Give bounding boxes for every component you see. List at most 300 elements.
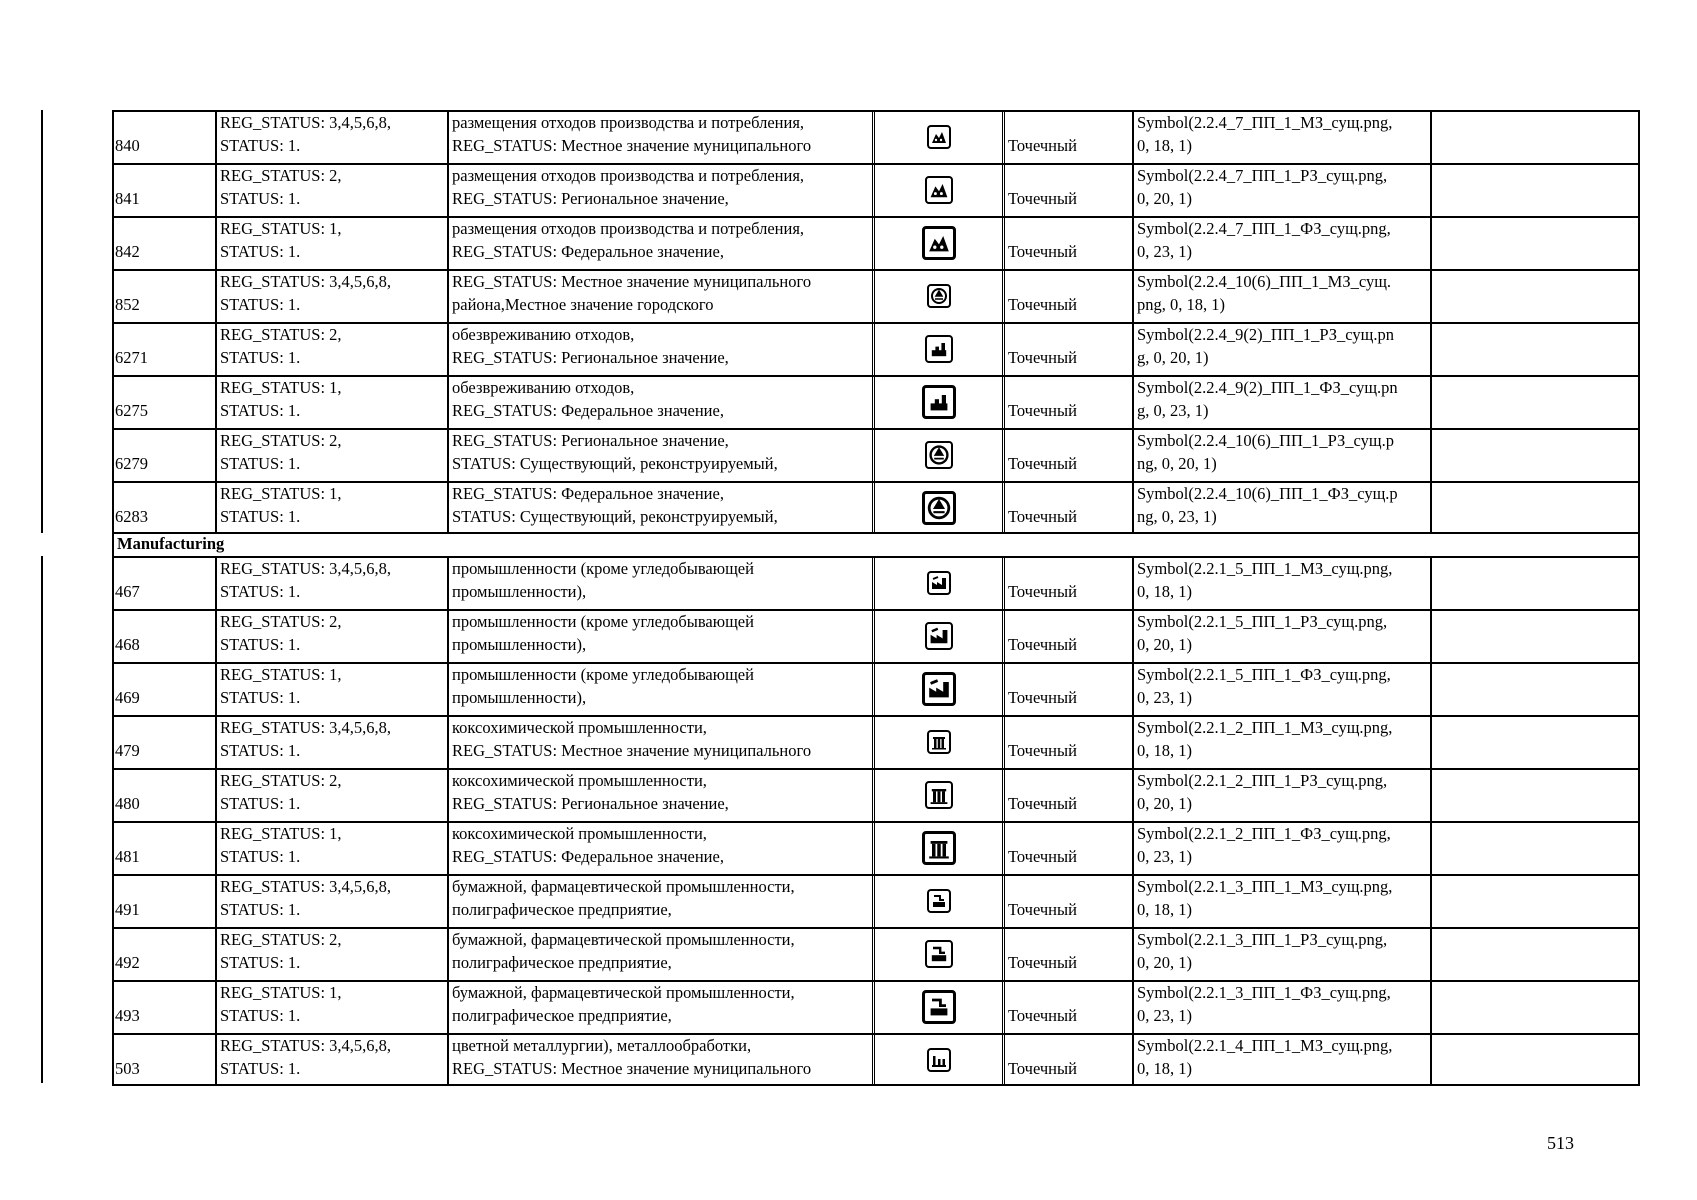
waste-disposal-icon (927, 125, 951, 149)
geometry-type-cell (1002, 481, 1132, 534)
description-line-2: REG_STATUS: Федеральное значение, (452, 242, 724, 261)
symbol-definition-line-1: Symbol(2.2.4_7_ПП_1_МЗ_сущ.png, (1137, 113, 1393, 132)
geometry-type: Точечный (1008, 348, 1077, 367)
reg-status-line-2: STATUS: 1. (220, 741, 301, 760)
description-line-1: бумажной, фармацевтической промышленности, (452, 877, 795, 896)
record-id: 6275 (115, 401, 148, 420)
geometry-type: Точечный (1008, 401, 1077, 420)
symbol-definition-line-2: 0, 18, 1) (1137, 1059, 1192, 1078)
waste-neutralization-icon (922, 385, 956, 419)
reg-status-line-2: STATUS: 1. (220, 401, 301, 420)
symbol-definition-line-1: Symbol(2.2.1_4_ПП_1_МЗ_сущ.png, (1137, 1036, 1393, 1055)
description-cell (447, 715, 872, 768)
symbol-definition-cell (1132, 1033, 1430, 1086)
description-cell (447, 609, 872, 662)
table-row (112, 216, 1640, 269)
symbol-definition-line-2: g, 0, 20, 1) (1137, 348, 1209, 367)
geometry-type-cell (1002, 269, 1132, 322)
reg-status-line-1: REG_STATUS: 1, (220, 219, 342, 238)
reg-status-line-2: STATUS: 1. (220, 507, 301, 526)
record-id: 468 (115, 635, 140, 654)
description-cell (447, 662, 872, 715)
reg-status-cell (215, 375, 447, 428)
description-line-2: REG_STATUS: Федеральное значение, (452, 847, 724, 866)
record-id-cell (112, 163, 215, 216)
reg-status-line-1: REG_STATUS: 1, (220, 665, 342, 684)
waste-disposal-icon (922, 226, 956, 260)
geometry-type-cell (1002, 715, 1132, 768)
description-cell (447, 768, 872, 821)
symbol-preview-cell (872, 821, 1002, 874)
reg-status-line-2: STATUS: 1. (220, 1006, 301, 1025)
symbol-preview-cell (872, 1033, 1002, 1086)
record-id: 467 (115, 582, 140, 601)
description-cell (447, 874, 872, 927)
page-number: 513 (1547, 1133, 1574, 1153)
symbol-definition-line-1: Symbol(2.2.4_10(6)_ПП_1_ФЗ_сущ.p (1137, 484, 1398, 503)
table-row (112, 715, 1640, 768)
reg-status-line-1: REG_STATUS: 2, (220, 166, 342, 185)
record-id-cell (112, 110, 215, 163)
symbol-definition-line-2: png, 0, 18, 1) (1137, 295, 1225, 314)
symbol-definition-cell (1132, 927, 1430, 980)
empty-cell-cell (1430, 715, 1640, 768)
geometry-type: Точечный (1008, 507, 1077, 526)
symbol-preview-cell (872, 375, 1002, 428)
record-id-cell (112, 322, 215, 375)
table-row (112, 768, 1640, 821)
description-line-2: REG_STATUS: Местное значение муниципального (452, 136, 812, 155)
record-id: 6279 (115, 454, 148, 473)
reg-status-line-2: STATUS: 1. (220, 454, 301, 473)
geometry-type-cell (1002, 927, 1132, 980)
symbol-definition-cell (1132, 980, 1430, 1033)
record-id: 493 (115, 1006, 140, 1025)
reg-status-line-1: REG_STATUS: 1, (220, 983, 342, 1002)
reg-status-line-2: STATUS: 1. (220, 953, 301, 972)
record-id-cell (112, 927, 215, 980)
geometry-type: Точечный (1008, 741, 1077, 760)
recycling-icon (922, 491, 956, 525)
geometry-type-cell (1002, 216, 1132, 269)
reg-status-line-1: REG_STATUS: 2, (220, 431, 342, 450)
reg-status-line-2: STATUS: 1. (220, 582, 301, 601)
geometry-type: Точечный (1008, 794, 1077, 813)
coke-chemical-icon (922, 831, 956, 865)
record-id: 481 (115, 847, 140, 866)
description-line-1: размещения отходов производства и потребления, (452, 113, 805, 132)
empty-cell-cell (1430, 874, 1640, 927)
description-cell (447, 481, 872, 534)
description-cell (447, 556, 872, 609)
symbol-definition-line-1: Symbol(2.2.1_5_ПП_1_РЗ_сущ.png, (1137, 612, 1388, 631)
reg-status-cell (215, 110, 447, 163)
symbol-definition-line-2: 0, 20, 1) (1137, 189, 1192, 208)
table-row (112, 428, 1640, 481)
record-id: 6271 (115, 348, 148, 367)
symbol-definition-cell (1132, 269, 1430, 322)
symbol-definition-cell (1132, 375, 1430, 428)
geometry-type: Точечный (1008, 295, 1077, 314)
table-row (112, 874, 1640, 927)
reg-status-cell (215, 216, 447, 269)
reg-status-line-1: REG_STATUS: 1, (220, 378, 342, 397)
record-id-cell (112, 980, 215, 1033)
empty-cell-cell (1430, 662, 1640, 715)
empty-cell-cell (1430, 375, 1640, 428)
empty-cell-cell (1430, 322, 1640, 375)
description-cell (447, 163, 872, 216)
description-cell (447, 821, 872, 874)
symbol-definition-cell (1132, 874, 1430, 927)
description-line-2: REG_STATUS: Региональное значение, (452, 348, 729, 367)
symbol-definition-cell (1132, 715, 1430, 768)
reg-status-cell (215, 927, 447, 980)
symbol-definition-line-2: ng, 0, 20, 1) (1137, 454, 1217, 473)
geometry-type: Точечный (1008, 900, 1077, 919)
geometry-type-cell (1002, 110, 1132, 163)
symbol-definition-line-2: ng, 0, 23, 1) (1137, 507, 1217, 526)
reg-status-line-1: REG_STATUS: 2, (220, 325, 342, 344)
geometry-type-cell (1002, 874, 1132, 927)
reg-status-cell (215, 874, 447, 927)
record-id-cell (112, 375, 215, 428)
description-line-2: REG_STATUS: Местное значение муниципального (452, 741, 812, 760)
symbol-preview-cell (872, 715, 1002, 768)
geometry-type-cell (1002, 375, 1132, 428)
geometry-type: Точечный (1008, 953, 1077, 972)
reg-status-cell (215, 322, 447, 375)
record-id: 6283 (115, 507, 148, 526)
reg-status-line-2: STATUS: 1. (220, 900, 301, 919)
table-row (112, 662, 1640, 715)
reg-status-line-1: REG_STATUS: 3,4,5,6,8, (220, 113, 392, 132)
symbol-definition-line-1: Symbol(2.2.4_7_ПП_1_ФЗ_сущ.png, (1137, 219, 1391, 238)
record-id-cell (112, 609, 215, 662)
reg-status-cell (215, 715, 447, 768)
record-id: 841 (115, 189, 140, 208)
symbol-definition-line-1: Symbol(2.2.4_9(2)_ПП_1_ФЗ_сущ.pn (1137, 378, 1398, 397)
table-row (112, 481, 1640, 534)
description-line-1: размещения отходов производства и потребления, (452, 166, 805, 185)
empty-cell-cell (1430, 609, 1640, 662)
geometry-type-cell (1002, 609, 1132, 662)
geometry-type: Точечный (1008, 1006, 1077, 1025)
description-line-2: полиграфическое предприятие, (452, 1006, 672, 1025)
description-line-1: коксохимической промышленности, (452, 824, 707, 843)
symbol-definition-line-2: 0, 23, 1) (1137, 847, 1192, 866)
geometry-type-cell (1002, 428, 1132, 481)
symbol-definition-cell (1132, 216, 1430, 269)
symbol-preview-cell (872, 874, 1002, 927)
table-row (112, 322, 1640, 375)
description-line-1: коксохимической промышленности, (452, 771, 707, 790)
table-row (112, 556, 1640, 609)
section-label: Manufacturing (112, 533, 1640, 556)
symbol-definition-line-2: 0, 18, 1) (1137, 741, 1192, 760)
empty-cell-cell (1430, 216, 1640, 269)
description-line-2: REG_STATUS: Региональное значение, (452, 794, 729, 813)
printing-plant-icon (927, 889, 951, 913)
symbol-definition-line-1: Symbol(2.2.1_2_ПП_1_РЗ_сущ.png, (1137, 771, 1388, 790)
left-margin-rule-bottom (41, 556, 43, 1083)
description-cell (447, 216, 872, 269)
coke-chemical-icon (925, 781, 953, 809)
description-line-1: обезвреживанию отходов, (452, 378, 635, 397)
table-row (112, 1033, 1640, 1086)
symbol-definition-cell (1132, 821, 1430, 874)
symbol-definition-line-2: 0, 23, 1) (1137, 688, 1192, 707)
table-row (112, 609, 1640, 662)
description-line-2: STATUS: Существующий, реконструируемый, (452, 454, 778, 473)
industry-icon (927, 571, 951, 595)
description-line-2: промышленности), (452, 688, 587, 707)
record-id-cell (112, 1033, 215, 1086)
symbol-preview-cell (872, 163, 1002, 216)
symbol-preview-cell (872, 428, 1002, 481)
symbol-definition-line-1: Symbol(2.2.1_3_ПП_1_ФЗ_сущ.png, (1137, 983, 1391, 1002)
description-line-2: REG_STATUS: Региональное значение, (452, 189, 729, 208)
geometry-type: Точечный (1008, 847, 1077, 866)
reg-status-line-2: STATUS: 1. (220, 847, 301, 866)
reg-status-line-2: STATUS: 1. (220, 794, 301, 813)
record-id-cell (112, 662, 215, 715)
reg-status-line-2: STATUS: 1. (220, 295, 301, 314)
geometry-type-cell (1002, 980, 1132, 1033)
reg-status-line-1: REG_STATUS: 3,4,5,6,8, (220, 272, 392, 291)
record-id: 840 (115, 136, 140, 155)
reg-status-cell (215, 556, 447, 609)
symbol-preview-cell (872, 110, 1002, 163)
reg-status-line-1: REG_STATUS: 2, (220, 771, 342, 790)
symbol-preview-cell (872, 481, 1002, 534)
record-id-cell (112, 481, 215, 534)
table-row (112, 110, 1640, 163)
description-line-2: полиграфическое предприятие, (452, 900, 672, 919)
record-id-cell (112, 556, 215, 609)
empty-cell-cell (1430, 927, 1640, 980)
symbol-definition-line-2: 0, 23, 1) (1137, 242, 1192, 261)
symbol-definition-line-1: Symbol(2.2.4_7_ПП_1_РЗ_сущ.png, (1137, 166, 1388, 185)
symbol-definition-line-1: Symbol(2.2.4_10(6)_ПП_1_РЗ_сущ.p (1137, 431, 1394, 450)
geometry-type-cell (1002, 821, 1132, 874)
description-cell (447, 428, 872, 481)
symbol-preview-cell (872, 556, 1002, 609)
description-line-1: цветной металлургии), металлообработки, (452, 1036, 752, 1055)
symbol-definition-line-2: 0, 20, 1) (1137, 953, 1192, 972)
geometry-type: Точечный (1008, 454, 1077, 473)
record-id-cell (112, 821, 215, 874)
symbol-definition-cell (1132, 556, 1430, 609)
description-line-1: REG_STATUS: Федеральное значение, (452, 484, 724, 503)
reg-status-cell (215, 481, 447, 534)
symbol-definition-line-1: Symbol(2.2.4_10(6)_ПП_1_МЗ_сущ. (1137, 272, 1392, 291)
geometry-type-cell (1002, 662, 1132, 715)
geometry-type: Точечный (1008, 688, 1077, 707)
reg-status-line-2: STATUS: 1. (220, 348, 301, 367)
description-line-1: промышленности (кроме угледобывающей (452, 612, 754, 631)
reg-status-line-1: REG_STATUS: 3,4,5,6,8, (220, 718, 392, 737)
empty-cell-cell (1430, 269, 1640, 322)
record-id-cell (112, 428, 215, 481)
geometry-type-cell (1002, 322, 1132, 375)
symbol-definition-line-2: 0, 23, 1) (1137, 1006, 1192, 1025)
description-cell (447, 322, 872, 375)
description-line-1: REG_STATUS: Региональное значение, (452, 431, 729, 450)
symbol-definition-line-1: Symbol(2.2.4_9(2)_ПП_1_РЗ_сущ.pn (1137, 325, 1394, 344)
geometry-type-cell (1002, 556, 1132, 609)
reg-status-cell (215, 662, 447, 715)
reg-status-cell (215, 609, 447, 662)
description-line-1: бумажной, фармацевтической промышленности, (452, 930, 795, 949)
reg-status-line-1: REG_STATUS: 3,4,5,6,8, (220, 1036, 392, 1055)
symbol-definition-cell (1132, 481, 1430, 534)
reg-status-line-2: STATUS: 1. (220, 242, 301, 261)
symbol-definition-line-1: Symbol(2.2.1_5_ПП_1_МЗ_сущ.png, (1137, 559, 1393, 578)
record-id: 852 (115, 295, 140, 314)
symbol-preview-cell (872, 216, 1002, 269)
description-line-1: размещения отходов производства и потребления, (452, 219, 805, 238)
geometry-type-cell (1002, 768, 1132, 821)
geometry-type-cell (1002, 1033, 1132, 1086)
reg-status-line-2: STATUS: 1. (220, 635, 301, 654)
empty-cell-cell (1430, 1033, 1640, 1086)
record-id: 492 (115, 953, 140, 972)
symbol-definition-cell (1132, 110, 1430, 163)
symbol-definition-line-2: 0, 18, 1) (1137, 900, 1192, 919)
geometry-type: Точечный (1008, 189, 1077, 208)
empty-cell-cell (1430, 768, 1640, 821)
recycling-icon (925, 441, 953, 469)
symbol-definition-line-1: Symbol(2.2.1_2_ПП_1_ФЗ_сущ.png, (1137, 824, 1391, 843)
geometry-type: Точечный (1008, 1059, 1077, 1078)
description-line-2: полиграфическое предприятие, (452, 953, 672, 972)
symbol-definition-cell (1132, 609, 1430, 662)
record-id-cell (112, 715, 215, 768)
symbol-definition-cell (1132, 322, 1430, 375)
printing-plant-icon (922, 990, 956, 1024)
record-id: 480 (115, 794, 140, 813)
empty-cell-cell (1430, 481, 1640, 534)
left-margin-rule-top (41, 110, 43, 533)
record-id: 479 (115, 741, 140, 760)
table-row (112, 821, 1640, 874)
waste-neutralization-icon (925, 335, 953, 363)
description-line-2: района,Местное значение городского (452, 295, 714, 314)
table-row (112, 269, 1640, 322)
industry-icon (925, 622, 953, 650)
record-id-cell (112, 216, 215, 269)
symbol-definition-line-2: 0, 18, 1) (1137, 582, 1192, 601)
symbol-definition-cell (1132, 768, 1430, 821)
symbol-preview-cell (872, 980, 1002, 1033)
geometry-type: Точечный (1008, 136, 1077, 155)
reg-status-line-1: REG_STATUS: 3,4,5,6,8, (220, 559, 392, 578)
record-id-cell (112, 874, 215, 927)
record-id: 842 (115, 242, 140, 261)
symbol-definition-line-2: 0, 20, 1) (1137, 794, 1192, 813)
description-line-2: STATUS: Существующий, реконструируемый, (452, 507, 778, 526)
reg-status-cell (215, 980, 447, 1033)
empty-cell-cell (1430, 821, 1640, 874)
industry-icon (922, 672, 956, 706)
symbol-definition-cell (1132, 163, 1430, 216)
symbol-preview-cell (872, 269, 1002, 322)
symbol-preview-cell (872, 322, 1002, 375)
symbol-preview-cell (872, 609, 1002, 662)
empty-cell-cell (1430, 428, 1640, 481)
description-line-1: промышленности (кроме угледобывающей (452, 559, 754, 578)
geometry-type: Точечный (1008, 635, 1077, 654)
reg-status-line-1: REG_STATUS: 3,4,5,6,8, (220, 877, 392, 896)
printing-plant-icon (925, 940, 953, 968)
coke-chemical-icon (927, 730, 951, 754)
metallurgy-icon (927, 1048, 951, 1072)
record-id: 491 (115, 900, 140, 919)
symbol-definition-line-1: Symbol(2.2.1_2_ПП_1_МЗ_сущ.png, (1137, 718, 1393, 737)
description-line-1: REG_STATUS: Местное значение муниципального (452, 272, 812, 291)
waste-disposal-icon (925, 176, 953, 204)
geometry-type-cell (1002, 163, 1132, 216)
reg-status-line-2: STATUS: 1. (220, 189, 301, 208)
reg-status-cell (215, 1033, 447, 1086)
description-cell (447, 269, 872, 322)
symbol-definition-cell (1132, 662, 1430, 715)
description-cell (447, 927, 872, 980)
geometry-type: Точечный (1008, 582, 1077, 601)
description-line-2: REG_STATUS: Местное значение муниципального (452, 1059, 812, 1078)
reg-status-line-1: REG_STATUS: 2, (220, 612, 342, 631)
description-cell (447, 1033, 872, 1086)
reg-status-cell (215, 269, 447, 322)
symbol-definition-line-1: Symbol(2.2.1_3_ПП_1_МЗ_сущ.png, (1137, 877, 1393, 896)
record-id: 503 (115, 1059, 140, 1078)
reg-status-line-2: STATUS: 1. (220, 1059, 301, 1078)
reg-status-line-1: REG_STATUS: 2, (220, 930, 342, 949)
empty-cell-cell (1430, 163, 1640, 216)
description-cell (447, 980, 872, 1033)
symbol-definition-line-1: Symbol(2.2.1_5_ПП_1_ФЗ_сущ.png, (1137, 665, 1391, 684)
symbol-definition-line-2: g, 0, 23, 1) (1137, 401, 1209, 420)
recycling-icon (927, 284, 951, 308)
reg-status-cell (215, 163, 447, 216)
symbol-definition-line-2: 0, 18, 1) (1137, 136, 1192, 155)
reg-status-cell (215, 821, 447, 874)
reg-status-line-1: REG_STATUS: 1, (220, 824, 342, 843)
table-row (112, 980, 1640, 1033)
reg-status-line-2: STATUS: 1. (220, 136, 301, 155)
symbol-definition-line-2: 0, 20, 1) (1137, 635, 1192, 654)
reg-status-cell (215, 768, 447, 821)
table-row (112, 927, 1640, 980)
symbol-preview-cell (872, 662, 1002, 715)
table-row (112, 375, 1640, 428)
empty-cell-cell (1430, 980, 1640, 1033)
record-id: 469 (115, 688, 140, 707)
reg-status-line-2: STATUS: 1. (220, 688, 301, 707)
symbol-definition-line-1: Symbol(2.2.1_3_ПП_1_РЗ_сущ.png, (1137, 930, 1388, 949)
symbol-preview-cell (872, 768, 1002, 821)
empty-cell-cell (1430, 556, 1640, 609)
symbol-preview-cell (872, 927, 1002, 980)
table-row (112, 163, 1640, 216)
description-cell (447, 110, 872, 163)
record-id-cell (112, 269, 215, 322)
symbol-definition-cell (1132, 428, 1430, 481)
empty-cell-cell (1430, 110, 1640, 163)
description-line-2: промышленности), (452, 635, 587, 654)
description-line-1: промышленности (кроме угледобывающей (452, 665, 754, 684)
